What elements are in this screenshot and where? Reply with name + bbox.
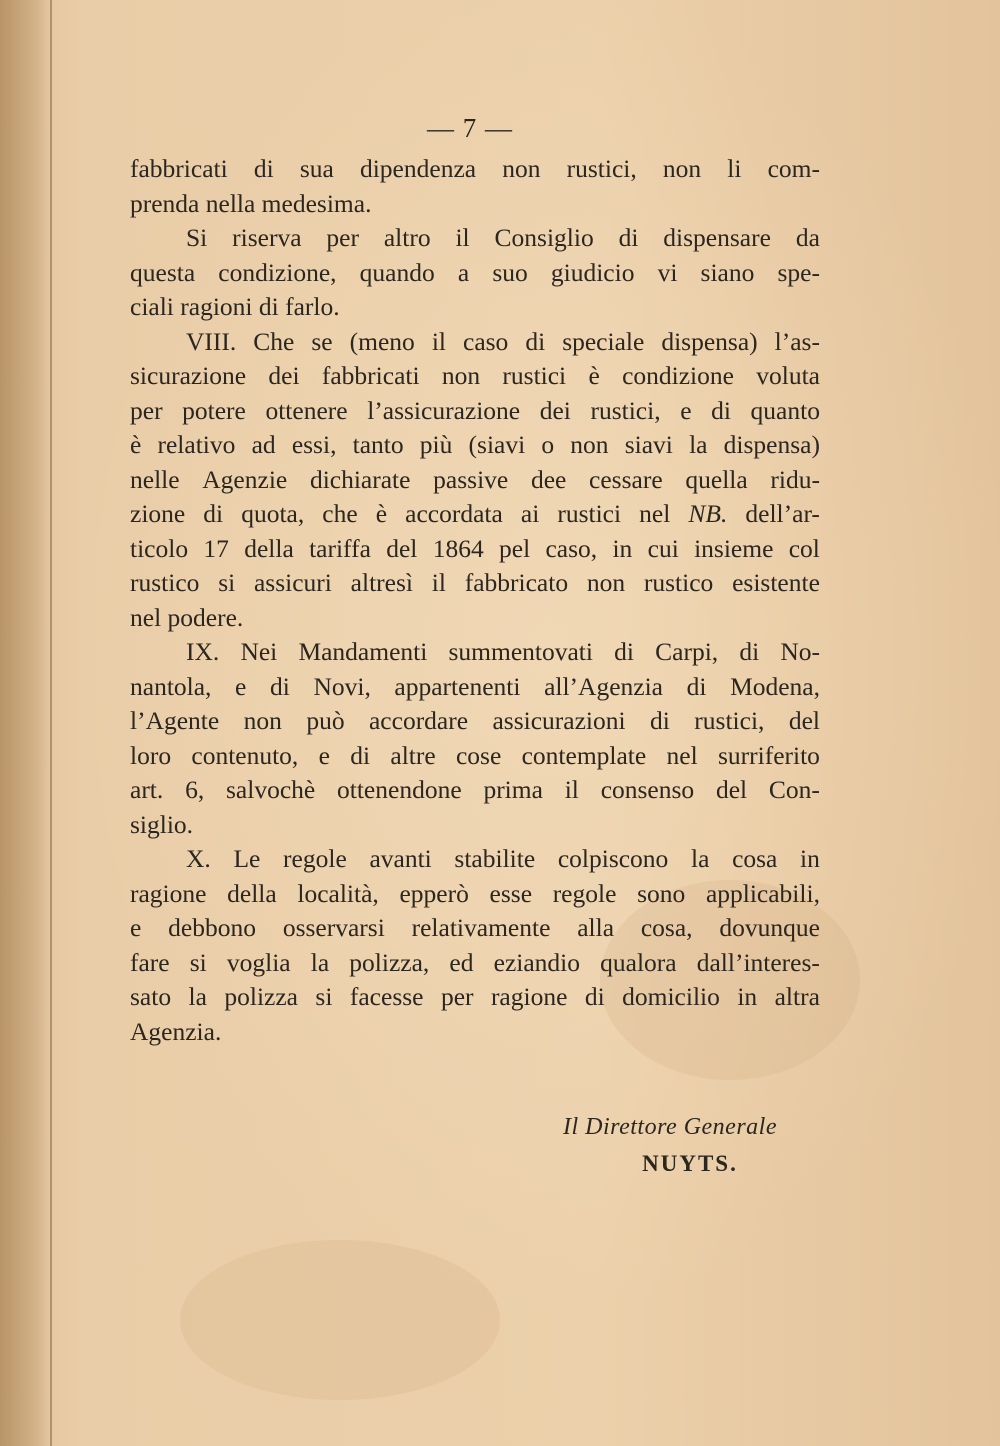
text-word: voglia bbox=[226, 947, 291, 977]
text-word: ottenere bbox=[265, 395, 348, 425]
text-word: fare bbox=[130, 947, 170, 977]
text-line bbox=[130, 739, 820, 774]
text-word: Si bbox=[186, 223, 208, 252]
text-word: loro bbox=[130, 740, 172, 770]
text-word: l’assicurazione bbox=[367, 395, 521, 425]
text-line bbox=[130, 325, 820, 360]
text-word: riserva bbox=[232, 223, 302, 252]
text-word: ragione bbox=[490, 982, 568, 1011]
text-word: per bbox=[440, 982, 474, 1011]
text-word: rustico bbox=[130, 568, 200, 597]
text-word: rustici, bbox=[694, 706, 765, 735]
text-word: debbono bbox=[168, 913, 256, 942]
text-word: dee bbox=[530, 464, 567, 494]
text-word: cosa, bbox=[640, 913, 693, 942]
text-word: art. bbox=[130, 775, 164, 804]
text-word: siglio. bbox=[130, 809, 194, 839]
text-word: NB. bbox=[688, 499, 728, 528]
text-word: fabbricati bbox=[321, 361, 420, 390]
text-word: epperò bbox=[399, 878, 469, 908]
text-word: è bbox=[375, 499, 388, 528]
text-word: la bbox=[310, 947, 330, 977]
text-line bbox=[130, 152, 820, 187]
text-word: quando bbox=[359, 257, 435, 287]
text-word: assicurazioni bbox=[492, 706, 626, 735]
text-word: nel podere. bbox=[130, 602, 244, 632]
text-word: essi, bbox=[291, 430, 337, 459]
text-word: di bbox=[711, 395, 731, 425]
text-word: esistente bbox=[732, 568, 820, 597]
text-word: spe- bbox=[777, 257, 820, 287]
text-word: di bbox=[203, 499, 224, 528]
text-word: rustici, bbox=[566, 154, 637, 183]
text-word: di bbox=[739, 637, 760, 666]
text-word: dispensa) bbox=[661, 326, 758, 356]
text-word: cose bbox=[455, 740, 502, 770]
text-word: regole bbox=[552, 878, 617, 908]
text-word: sicurazione bbox=[130, 361, 247, 390]
text-word: il bbox=[431, 326, 446, 356]
text-word: Che bbox=[253, 326, 295, 356]
text-word: Consiglio bbox=[494, 223, 594, 252]
text-line bbox=[130, 532, 820, 567]
text-line bbox=[130, 359, 820, 394]
text-word: e bbox=[318, 740, 330, 770]
text-word: com- bbox=[767, 154, 820, 183]
text-word: altresì bbox=[350, 568, 413, 597]
text-word: di bbox=[269, 671, 290, 701]
text-word: e bbox=[680, 395, 692, 425]
text-word: relativamente bbox=[411, 913, 551, 942]
text-word: da bbox=[795, 223, 820, 252]
text-word: potere bbox=[182, 395, 246, 425]
text-word: fabbricato bbox=[464, 568, 569, 597]
text-word: l’Agente bbox=[130, 706, 220, 735]
text-word: il bbox=[564, 775, 579, 804]
text-line bbox=[130, 497, 820, 532]
text-word: l’as- bbox=[774, 326, 820, 356]
text-word: accordare bbox=[368, 706, 469, 735]
text-word: di bbox=[686, 671, 707, 701]
text-word: ed bbox=[449, 947, 474, 977]
text-word: a bbox=[457, 257, 470, 287]
text-line bbox=[130, 394, 820, 429]
text-word: altra bbox=[774, 982, 820, 1011]
text-word: dei bbox=[539, 395, 571, 425]
text-word: nantola, bbox=[130, 671, 212, 701]
page-number: — 7 — bbox=[427, 113, 513, 143]
text-word: sato bbox=[130, 982, 172, 1011]
text-word: altre bbox=[390, 740, 436, 770]
text-word: rustici bbox=[557, 499, 622, 528]
text-word: per bbox=[130, 395, 163, 425]
text-word: avanti bbox=[369, 844, 432, 873]
text-word: 6, bbox=[185, 775, 205, 804]
text-line bbox=[130, 842, 820, 877]
text-word: della bbox=[227, 878, 277, 908]
text-word: polizza, bbox=[349, 947, 430, 977]
text-word: (meno bbox=[349, 326, 415, 356]
body-text bbox=[130, 152, 820, 1049]
text-word: li bbox=[727, 154, 742, 183]
text-word: voluta bbox=[756, 361, 820, 390]
text-word: il bbox=[455, 223, 470, 252]
text-word: della bbox=[244, 533, 294, 563]
text-word: appartenenti bbox=[394, 671, 521, 701]
text-word: polizza bbox=[224, 982, 298, 1011]
text-word: di bbox=[525, 326, 546, 356]
text-word: (siavi bbox=[468, 430, 526, 459]
text-word: insieme bbox=[694, 533, 774, 563]
text-word: dispensare bbox=[663, 223, 771, 252]
text-word: alla bbox=[577, 913, 615, 942]
text-word: ad bbox=[251, 430, 276, 459]
text-word: la bbox=[690, 844, 710, 873]
text-word: giudicio bbox=[550, 257, 635, 287]
text-word: Carpi, bbox=[655, 637, 719, 666]
text-word: colpiscono bbox=[557, 844, 669, 873]
text-line bbox=[130, 221, 820, 256]
text-word: Le bbox=[233, 844, 261, 873]
text-word: non bbox=[586, 568, 626, 597]
text-word: ciali ragioni di farlo. bbox=[130, 292, 340, 321]
text-word: assicuri bbox=[253, 568, 332, 597]
text-word: può bbox=[306, 706, 345, 735]
text-word: Agenzie bbox=[202, 464, 288, 494]
text-word: in bbox=[800, 844, 820, 873]
text-word: speciale bbox=[562, 326, 645, 356]
text-word: suo bbox=[492, 257, 528, 287]
signature-title: Il Direttore Generale bbox=[563, 1114, 777, 1140]
text-word: No- bbox=[780, 637, 820, 666]
text-word: consenso bbox=[600, 775, 695, 804]
text-word: nelle bbox=[130, 464, 180, 494]
text-word: non bbox=[243, 706, 282, 735]
text-word: condizione bbox=[622, 361, 734, 390]
text-word: di bbox=[584, 982, 605, 1011]
text-word: fabbricati bbox=[130, 154, 228, 183]
text-word: regole bbox=[283, 844, 347, 873]
text-word: Con- bbox=[768, 775, 820, 804]
text-word: ridu- bbox=[770, 464, 820, 494]
text-word: nel bbox=[666, 740, 698, 770]
text-word: 1864 bbox=[432, 533, 484, 563]
text-word: sono bbox=[637, 878, 686, 908]
text-word: contemplate bbox=[521, 740, 647, 770]
text-line bbox=[130, 946, 820, 981]
text-word: eziandio bbox=[493, 947, 580, 977]
text-word: dispensa) bbox=[723, 430, 820, 459]
text-word: Mandamenti bbox=[298, 637, 428, 666]
text-word: esse bbox=[489, 878, 533, 908]
text-line bbox=[130, 601, 820, 636]
text-word: Nei bbox=[240, 637, 278, 666]
text-word: di bbox=[350, 740, 371, 770]
text-word: in bbox=[737, 982, 758, 1011]
text-word: osservarsi bbox=[282, 913, 385, 942]
text-word: località, bbox=[297, 878, 379, 908]
text-line bbox=[130, 256, 820, 291]
text-word: quella bbox=[685, 464, 748, 494]
text-word: pel bbox=[499, 533, 531, 563]
text-word: prenda nella medesima. bbox=[130, 188, 372, 218]
text-word: dichiarate bbox=[309, 464, 411, 494]
text-word: relativo bbox=[157, 430, 236, 459]
text-word: ticolo bbox=[130, 533, 189, 563]
text-word: zione bbox=[130, 499, 186, 528]
text-word: di bbox=[618, 223, 639, 252]
text-word: domicilio bbox=[622, 982, 720, 1011]
text-word: col bbox=[788, 533, 820, 563]
text-word: condizione, bbox=[218, 257, 337, 287]
text-word: altro bbox=[383, 223, 431, 252]
text-word: dovunque bbox=[719, 913, 820, 942]
text-word: prima bbox=[483, 775, 543, 804]
text-word: più bbox=[419, 430, 453, 459]
text-word: Novi, bbox=[313, 671, 371, 701]
text-word: tanto bbox=[352, 430, 404, 459]
text-word: la bbox=[188, 982, 207, 1011]
text-word: se bbox=[311, 326, 333, 356]
text-word: vi bbox=[657, 257, 678, 287]
text-word: 17 bbox=[203, 533, 229, 563]
text-word: surriferito bbox=[717, 740, 820, 770]
text-word: rustico bbox=[643, 568, 714, 597]
text-word: si bbox=[315, 982, 333, 1011]
text-word: di bbox=[253, 154, 274, 183]
text-word: caso bbox=[463, 326, 509, 356]
text-word: X. bbox=[186, 844, 211, 873]
text-word: in bbox=[612, 533, 633, 563]
text-word: IX. bbox=[186, 637, 220, 666]
text-word: facesse bbox=[349, 982, 424, 1011]
text-word: stabilite bbox=[454, 844, 536, 873]
text-word: non bbox=[441, 361, 481, 390]
text-line bbox=[130, 877, 820, 912]
text-line bbox=[130, 704, 820, 739]
text-line bbox=[130, 566, 820, 601]
text-word: questa bbox=[130, 257, 196, 287]
text-word: dell’ar- bbox=[745, 499, 820, 528]
text-word: quota, bbox=[241, 499, 305, 528]
text-line bbox=[130, 670, 820, 705]
text-word: non bbox=[662, 154, 702, 183]
text-word: non bbox=[502, 154, 541, 183]
text-word: è bbox=[130, 430, 142, 459]
text-line bbox=[130, 1015, 820, 1050]
text-word: è bbox=[588, 361, 600, 390]
text-word: Modena, bbox=[730, 671, 820, 701]
text-word: dall’interes- bbox=[696, 947, 820, 977]
text-word: e bbox=[235, 671, 247, 701]
text-word: Agenzia. bbox=[130, 1016, 222, 1046]
text-word: qualora bbox=[600, 947, 677, 977]
text-word: per bbox=[326, 223, 359, 252]
text-word: rustici bbox=[502, 361, 567, 390]
text-word: summentovati bbox=[448, 637, 593, 666]
text-word: siano bbox=[700, 257, 755, 287]
text-line bbox=[130, 428, 820, 463]
text-word: accordata bbox=[405, 499, 503, 528]
text-word: del bbox=[386, 533, 418, 563]
text-word: siavi bbox=[624, 430, 673, 459]
text-word: cosa bbox=[732, 844, 778, 873]
text-word: ottenendone bbox=[337, 775, 462, 804]
paper-stain bbox=[180, 1240, 500, 1400]
text-word: del bbox=[715, 775, 748, 804]
binding-fold bbox=[50, 0, 52, 1446]
text-line bbox=[130, 773, 820, 808]
text-line bbox=[130, 463, 820, 498]
text-word: che bbox=[322, 499, 358, 528]
text-word: quanto bbox=[750, 395, 820, 425]
text-word: VIII. bbox=[186, 326, 237, 356]
text-word: cui bbox=[647, 533, 679, 563]
text-word: rustici, bbox=[590, 395, 661, 425]
text-line bbox=[130, 808, 820, 843]
text-word: nel bbox=[639, 499, 671, 528]
text-word: applicabili, bbox=[705, 878, 820, 908]
text-word: contenuto, bbox=[191, 740, 299, 770]
text-line bbox=[130, 187, 820, 222]
text-word: di bbox=[650, 706, 670, 735]
text-word: ai bbox=[520, 499, 540, 528]
text-line bbox=[130, 911, 820, 946]
text-word: salvochè bbox=[226, 775, 316, 804]
signature-block bbox=[540, 1110, 800, 1184]
text-word: o bbox=[541, 430, 555, 459]
text-word: di bbox=[614, 637, 634, 666]
text-word: dipendenza bbox=[359, 154, 477, 183]
text-word: il bbox=[431, 568, 446, 597]
text-word: la bbox=[689, 430, 708, 459]
text-line bbox=[130, 635, 820, 670]
text-word: all’Agenzia bbox=[544, 671, 663, 701]
binding-gutter bbox=[0, 0, 52, 1446]
text-line bbox=[130, 980, 820, 1015]
text-word: dei bbox=[268, 361, 300, 390]
text-word: ragione bbox=[130, 878, 207, 908]
text-word: e bbox=[130, 913, 142, 942]
text-word: sua bbox=[299, 154, 334, 183]
text-word: si bbox=[218, 568, 236, 597]
text-word: non bbox=[570, 430, 609, 459]
text-word: cessare bbox=[589, 464, 663, 494]
signature-name: NUYTS. bbox=[642, 1151, 738, 1176]
text-line bbox=[130, 290, 820, 325]
text-word: passive bbox=[433, 464, 509, 494]
text-word: del bbox=[788, 706, 820, 735]
text-word: caso, bbox=[545, 533, 598, 563]
text-word: tariffa bbox=[309, 533, 371, 563]
text-word: si bbox=[189, 947, 207, 977]
